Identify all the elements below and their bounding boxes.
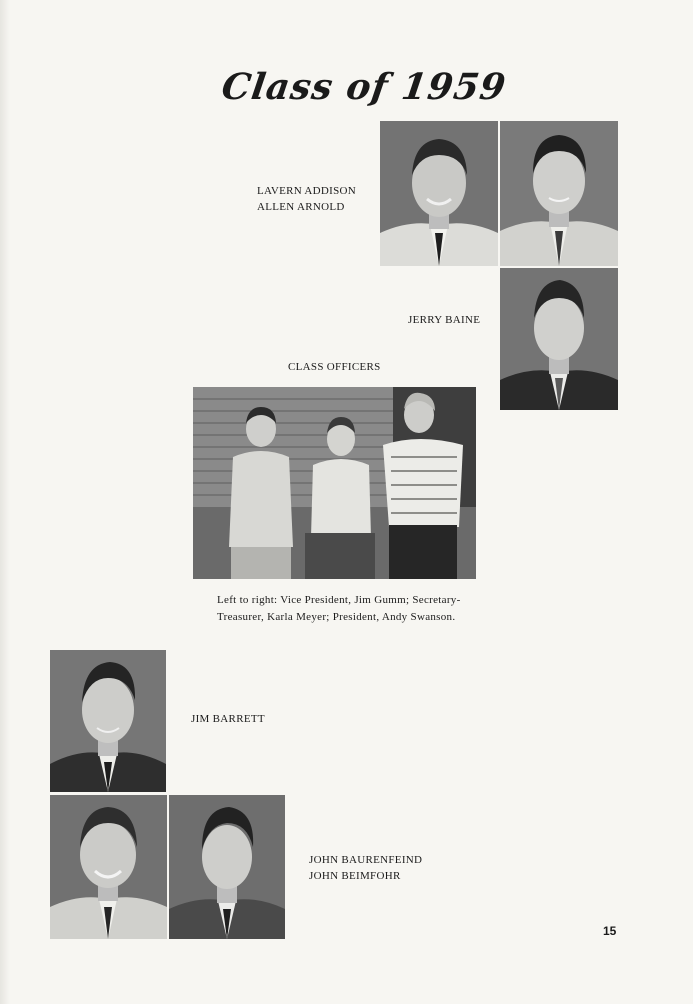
portrait-john-beimfohr (169, 795, 285, 939)
page-number: 15 (603, 924, 617, 938)
page-title: Class of 1959 (219, 66, 509, 108)
class-officers-photo (193, 387, 476, 579)
portrait-jerry-baine (500, 268, 618, 410)
portrait-lavern-addison (380, 121, 498, 266)
name-jerry-baine: JERRY BAINE (408, 314, 481, 326)
page-edge-shadow (0, 0, 10, 1004)
class-officers-heading: CLASS OFFICERS (288, 361, 381, 373)
name-lavern-addison: LAVERN ADDISON (257, 185, 357, 197)
name-jim-barrett: JIM BARRETT (191, 713, 265, 725)
portrait-allen-arnold (500, 121, 618, 266)
name-allen-arnold: ALLEN ARNOLD (257, 201, 345, 213)
portrait-jim-barrett (50, 650, 166, 792)
name-john-beimfohr: JOHN BEIMFOHR (309, 870, 401, 882)
class-officers-caption: Left to right: Vice President, Jim Gumm; Secretary-Treasurer, Karla Meyer; President, Andy Swanson. (217, 594, 461, 623)
name-john-baurenfeind: JOHN BAURENFEIND (309, 854, 423, 866)
portrait-john-baurenfeind (50, 795, 167, 939)
